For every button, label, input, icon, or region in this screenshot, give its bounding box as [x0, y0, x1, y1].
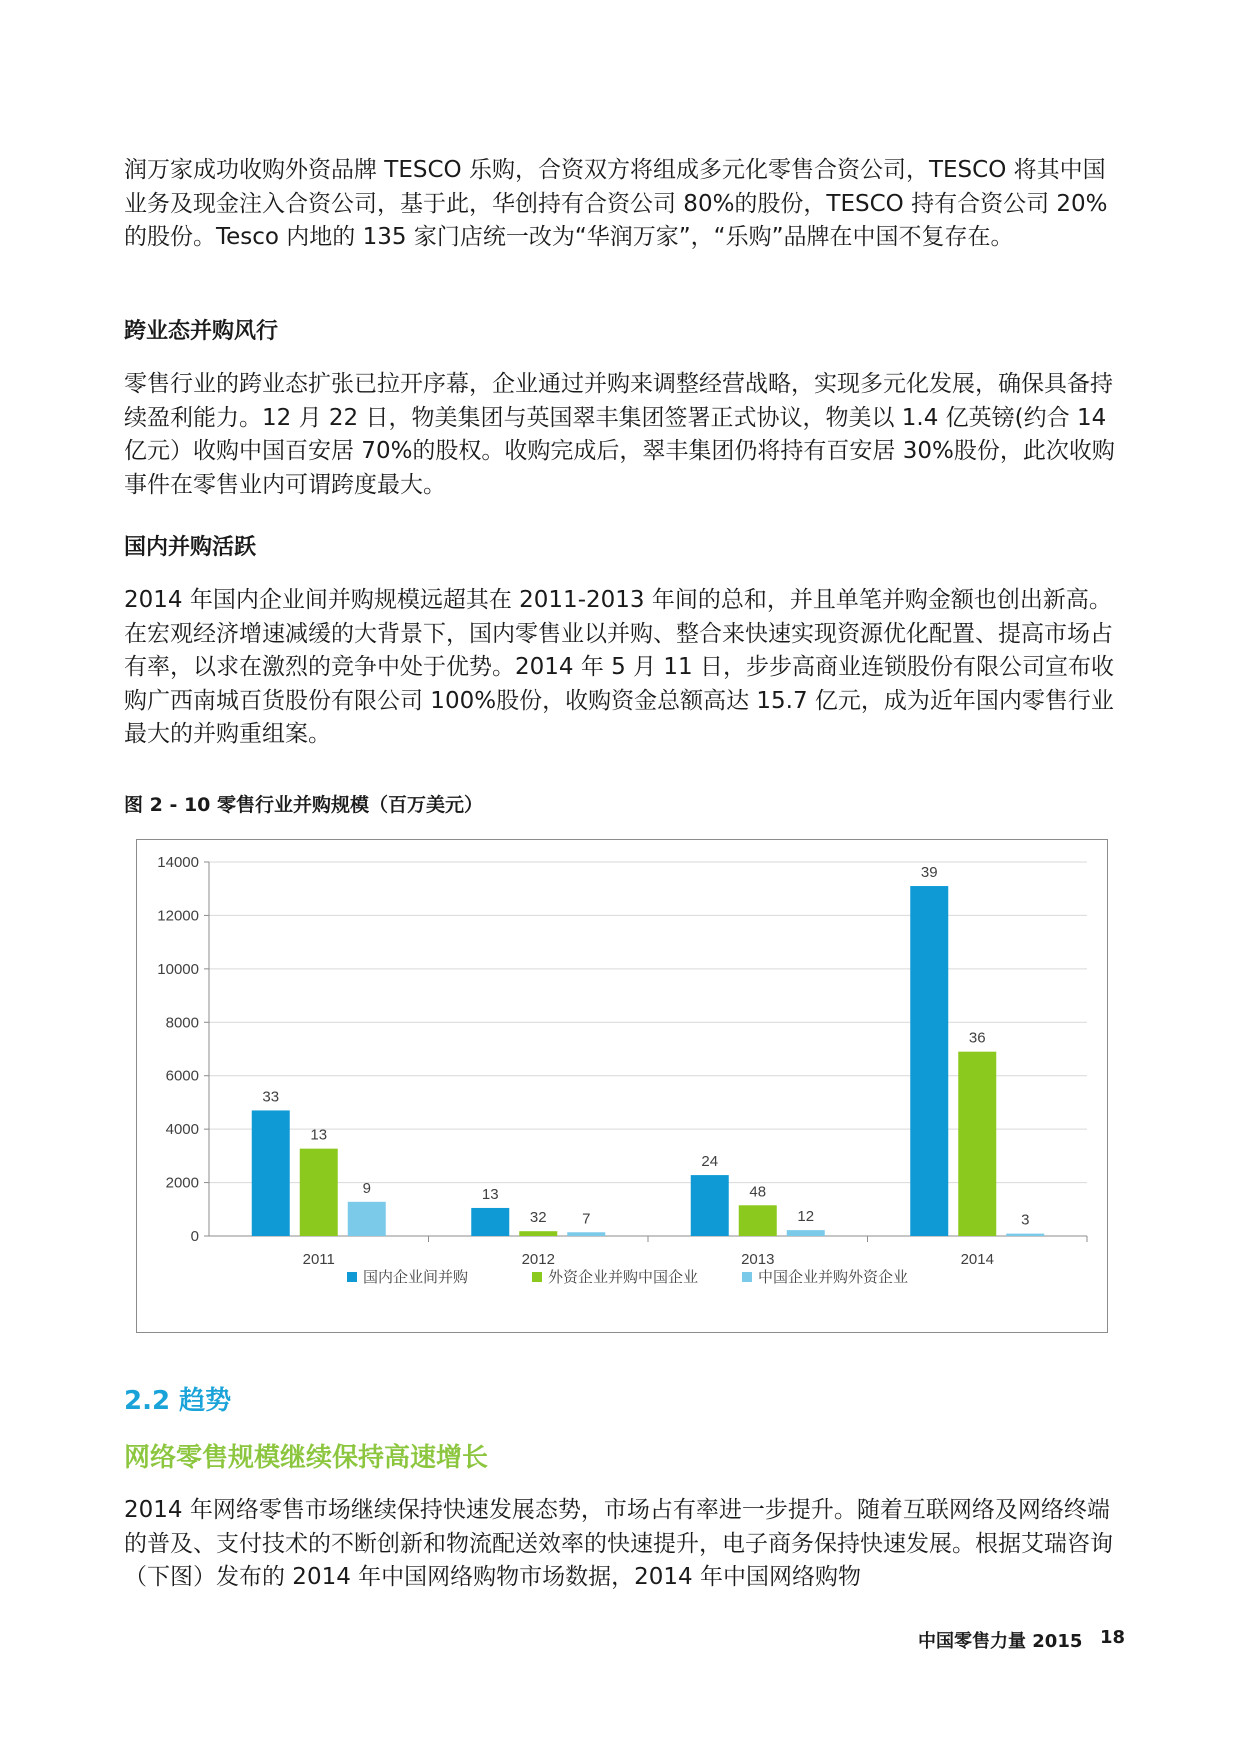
data-label: 39 — [920, 864, 938, 882]
paragraph-cross-format: 零售行业的跨业态扩张已拉开序幕，企业通过并购来调整经营战略，实现多元化发展，确保具备持续盈利能力。12 月 22 日，物美集团与英国翠丰集团签署正式协议，物美以 1.4 亿英镑(约合 14 亿元）收购中国百安居 70%的股权。收购完成后，翠丰集团仍将持有百安居 30%股份，此次收购事件在零售业内可谓跨度最大。 — [124, 371, 1115, 498]
x-tick-label: 2014 — [960, 1251, 994, 1268]
bar-2012-3 — [567, 1232, 605, 1236]
data-label: 33 — [262, 1088, 280, 1106]
y-tick-label: 14000 — [157, 854, 199, 871]
y-tick-label: 0 — [190, 1228, 199, 1245]
data-label: 36 — [968, 1029, 986, 1047]
y-tick-label: 2000 — [165, 1174, 199, 1192]
heading-domestic-ma: 国内并购活跃 — [124, 535, 257, 560]
data-label: 13 — [310, 1126, 328, 1144]
legend-label: 外资企业并购中国企业 — [548, 1269, 699, 1286]
data-label: 9 — [362, 1179, 371, 1197]
heading-cross-format: 跨业态并购风行 — [124, 319, 279, 344]
y-tick-label: 6000 — [165, 1067, 199, 1085]
bar-2012-2 — [519, 1231, 557, 1236]
sub-title: 网络零售规模继续保持高速增长 — [124, 1443, 489, 1473]
x-tick-label: 2012 — [521, 1251, 555, 1268]
legend-swatch — [532, 1272, 542, 1282]
legend-label: 中国企业并购外资企业 — [758, 1269, 909, 1286]
legend-swatch — [347, 1272, 357, 1282]
ma-scale-bar-chart — [137, 840, 1107, 1332]
paragraph-intro: 润万家成功收购外资品牌 TESCO 乐购，合资双方将组成多元化零售合资公司，TESCO 将其中国业务及现金注入合资公司，基于此，华创持有合资公司 80%的股份，TESCO 持有合资公司 20%的股份。Tesco 内地的 135 家门店统一改为“华润万家”，“乐购”品牌在中国不复存在。 — [124, 157, 1108, 250]
footer-title: 中国零售力量 2015 — [918, 1631, 1083, 1652]
data-label: 24 — [701, 1153, 719, 1171]
bar-2011-1 — [252, 1110, 290, 1236]
paragraph-domestic-ma: 2014 年国内企业间并购规模远超其在 2011-2013 年间的总和，并且单笔并购金额也创出新高。在宏观经济增速减缓的大背景下，国内零售业以并购、整合来快速实现资源优化配置、提高市场占有率，以求在激烈的竞争中处于优势。2014 年 5 月 11 日，步步高商业连锁股份有限公司宣布收购广西南城百货股份有限公司 100%股份，收购资金总额高达 15.7 亿元，成为近年国内零售行业最大的并购重组案。 — [124, 587, 1114, 747]
page-number: 18 — [1100, 1627, 1126, 1648]
y-tick-label: 8000 — [165, 1014, 199, 1032]
data-label: 48 — [749, 1183, 767, 1201]
y-tick-label: 4000 — [165, 1121, 199, 1139]
data-label: 7 — [582, 1210, 591, 1228]
section-title: 2.2 趋势 — [124, 1386, 232, 1416]
bar-2014-1 — [910, 886, 948, 1236]
bar-2013-3 — [787, 1230, 825, 1236]
legend-swatch — [742, 1272, 752, 1282]
bar-2014-3 — [1006, 1234, 1044, 1236]
chart-frame — [136, 839, 1108, 1333]
x-tick-label: 2011 — [302, 1251, 335, 1268]
data-label: 32 — [529, 1209, 547, 1227]
data-label: 3 — [1021, 1211, 1030, 1229]
bar-2014-2 — [958, 1052, 996, 1236]
bar-2013-1 — [691, 1175, 729, 1236]
legend-label: 国内企业间并购 — [363, 1269, 469, 1286]
x-tick-label: 2013 — [741, 1251, 775, 1268]
figure-caption: 图 2 - 10 零售行业并购规模（百万美元） — [124, 794, 484, 816]
y-tick-label: 12000 — [157, 907, 199, 925]
paragraph-online-retail: 2014 年网络零售市场继续保持快速发展态势，市场占有率进一步提升。随着互联网络及网络终端的普及、支付技术的不断创新和物流配送效率的快速提升，电子商务保持快速发展。根据艾瑞咨询（下图）发布的 2014 年中国网络购物市场数据，2014 年中国网络购物 — [124, 1497, 1113, 1590]
bar-2011-2 — [300, 1149, 338, 1236]
data-label: 12 — [797, 1208, 815, 1226]
bar-2012-1 — [471, 1208, 509, 1236]
data-label: 13 — [481, 1185, 499, 1203]
bar-2013-2 — [739, 1205, 777, 1236]
bar-2011-3 — [348, 1202, 386, 1236]
y-tick-label: 10000 — [157, 960, 199, 978]
